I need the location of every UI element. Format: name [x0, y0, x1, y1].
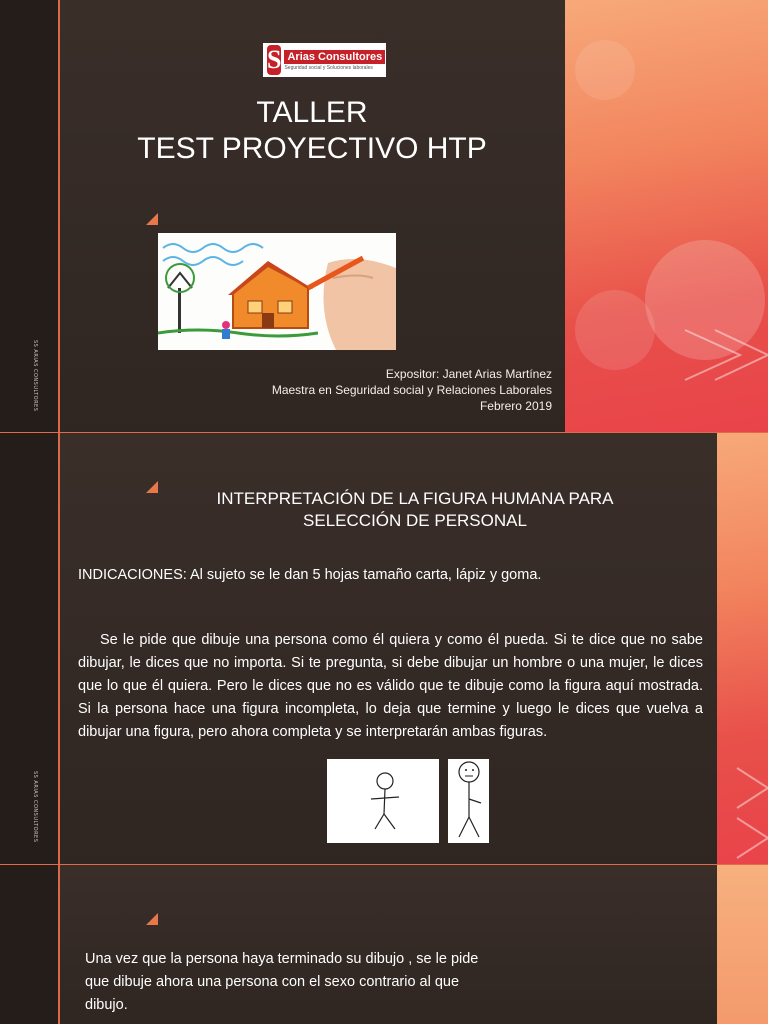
logo-name: Arias Consultores [284, 50, 385, 64]
section-title-line2: SELECCIÓN DE PERSONAL [303, 511, 527, 530]
accent-triangle-icon [146, 913, 158, 925]
chevron-decoration-icon [565, 0, 768, 432]
sidebar-text: SS ARIAS CONSULTORES [32, 340, 38, 412]
indications-text: INDICACIONES: Al sujeto se le dan 5 hojas tamaño carta, lápiz y goma. [78, 567, 542, 583]
presentation-date: Febrero 2019 [479, 399, 552, 413]
slide-title-line2: TEST PROYECTIVO HTP [137, 132, 487, 165]
logo-mark: S [267, 45, 282, 74]
instructions-paragraph: Se le pide que dibuje una persona como él quiera y como él pueda. Si te dice que no sabe dibujar, le dices que no importa. Si te pregunta, si debe dibujar un hombre o una mujer, le dices que lo que él quiera. Pero le dices que no es válido que te dibuje como la figura aquí mostrada. Si la persona hace una figura incompleta, lo deja que termine y luego le dices que vuelva a dibujar una figura, pero ahora completa y se interpretarán ambas figuras. [78, 632, 703, 740]
slide-second-drawing [0, 864, 768, 1024]
section-title-line1: INTERPRETACIÓN DE LA FIGURA HUMANA PARA [216, 489, 614, 508]
decorative-panel [717, 433, 768, 864]
left-strip [0, 865, 60, 1024]
company-logo [263, 43, 386, 77]
left-strip [0, 433, 60, 864]
slide-title-line1: TALLER [256, 96, 368, 129]
decorative-panel [565, 0, 768, 432]
left-strip [0, 0, 60, 432]
house-drawing-image [158, 233, 396, 350]
stick-figure-image [327, 759, 439, 843]
stick-figure-face-image [448, 759, 489, 843]
logo-tagline: Seguridad social y Soluciones laborales [284, 64, 373, 71]
chevron-decoration-icon [717, 433, 768, 864]
second-drawing-text: Una vez que la persona haya terminado su dibujo , se le pide que dibuje ahora una persona con el sexo contrario al que dibujo. [85, 951, 479, 1013]
slide-indications [0, 432, 768, 864]
accent-triangle-icon [146, 213, 158, 225]
decorative-panel [717, 865, 768, 1024]
slide-title [0, 0, 768, 432]
sidebar-text: SS ARIAS CONSULTORES [32, 771, 38, 843]
presenter-credential: Maestra en Seguridad social y Relaciones Laborales [271, 383, 552, 397]
presenter-name: Expositor: Janet Arias Martínez [385, 367, 552, 381]
